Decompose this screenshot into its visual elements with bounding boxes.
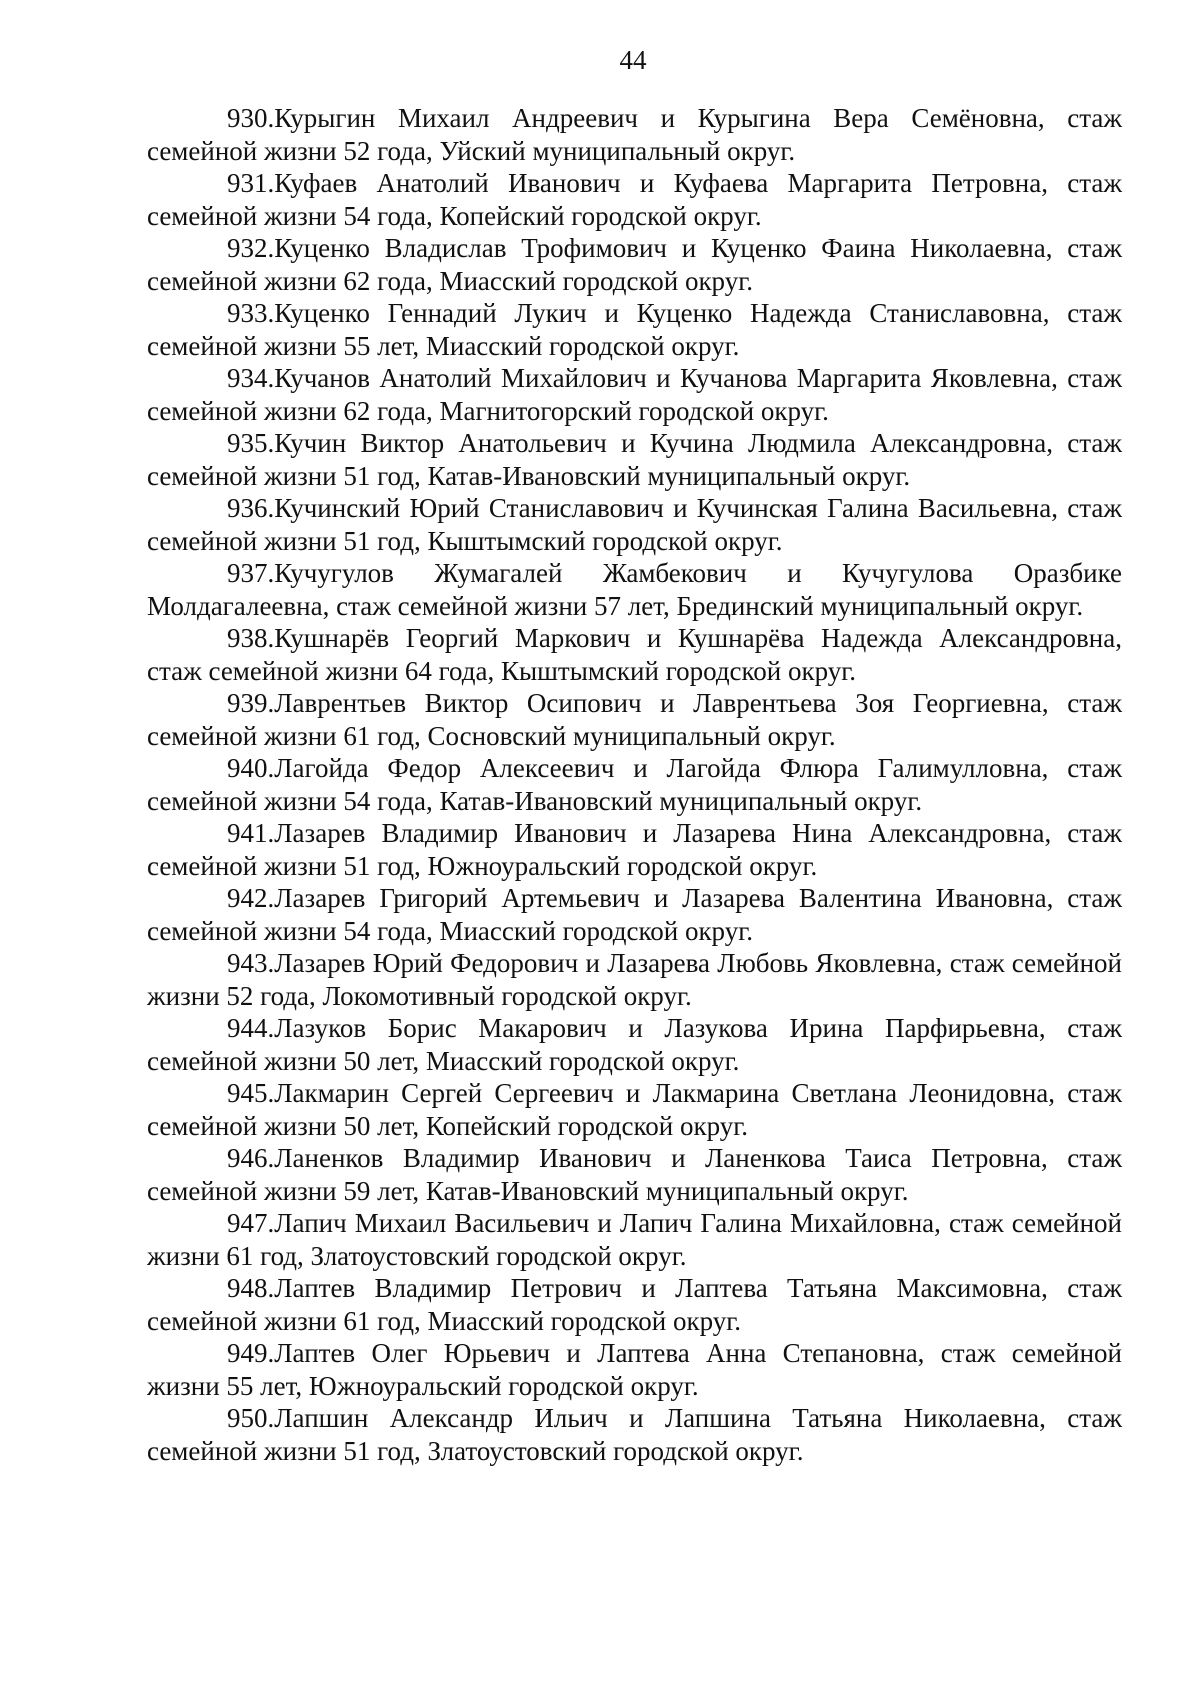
entry-text: Лазарев Владимир Иванович и Лазарева Нина Александровна, стаж семейной жизни 51 год, Южноуральский городской округ.	[147, 818, 1122, 881]
entry-text: Лакмарин Сергей Сергеевич и Лакмарина Светлана Леонидовна, стаж семейной жизни 50 лет, Копейский городской округ.	[147, 1078, 1122, 1141]
entry-number: 944.	[227, 1013, 275, 1043]
list-item	[147, 752, 1122, 817]
entry-number: 941.	[227, 818, 275, 848]
list-item	[147, 102, 1122, 167]
list-item	[147, 1077, 1122, 1142]
list-item	[147, 297, 1122, 362]
entry-text: Кучинский Юрий Станиславович и Кучинская Галина Васильевна, стаж семейной жизни 51 год, Кыштымский городской округ.	[147, 493, 1122, 556]
entry-number: 940.	[227, 753, 275, 783]
entry-text: Курыгин Михаил Андреевич и Курыгина Вера Семёновна, стаж семейной жизни 52 года, Уйский муниципальный округ.	[147, 103, 1122, 166]
list-item	[147, 167, 1122, 232]
list-item	[147, 1207, 1122, 1272]
entry-number: 937.	[227, 558, 275, 588]
entry-text: Лаптев Владимир Петрович и Лаптева Татьяна Максимовна, стаж семейной жизни 61 год, Миасский городской округ.	[147, 1273, 1122, 1336]
list-item	[147, 947, 1122, 1012]
entry-text: Лаптев Олег Юрьевич и Лаптева Анна Степановна, стаж семейной жизни 55 лет, Южноуральский городской округ.	[147, 1338, 1122, 1401]
list-item	[147, 622, 1122, 687]
entry-text: Куфаев Анатолий Иванович и Куфаева Маргарита Петровна, стаж семейной жизни 54 года, Копейский городской округ.	[147, 168, 1122, 231]
entry-text: Кучанов Анатолий Михайлович и Кучанова Маргарита Яковлевна, стаж семейной жизни 62 года, Магнитогорский городской округ.	[147, 363, 1122, 426]
list-item	[147, 817, 1122, 882]
entry-text: Куценко Геннадий Лукич и Куценко Надежда Станиславовна, стаж семейной жизни 55 лет, Миасский городской округ.	[147, 298, 1122, 361]
entry-text: Лаврентьев Виктор Осипович и Лаврентьева Зоя Георгиевна, стаж семейной жизни 61 год, Сосновский муниципальный округ.	[147, 688, 1122, 751]
entry-number: 938.	[227, 623, 275, 653]
page-number: 44	[619, 45, 647, 75]
entry-number: 931.	[227, 168, 275, 198]
list-item	[147, 557, 1122, 622]
entry-number: 930.	[227, 103, 275, 133]
list-item	[147, 1012, 1122, 1077]
entry-text: Кушнарёв Георгий Маркович и Кушнарёва Надежда Александровна, стаж семейной жизни 64 года, Кыштымский городской округ.	[147, 623, 1122, 686]
list-item	[147, 882, 1122, 947]
entry-text: Куценко Владислав Трофимович и Куценко Фаина Николаевна, стаж семейной жизни 62 года, Миасский городской округ.	[147, 233, 1122, 296]
entry-number: 949.	[227, 1338, 275, 1368]
entry-number: 936.	[227, 493, 275, 523]
entry-number: 950.	[227, 1403, 275, 1433]
entry-text: Лазарев Григорий Артемьевич и Лазарева Валентина Ивановна, стаж семейной жизни 54 года, Миасский городской округ.	[147, 883, 1122, 946]
entry-number: 943.	[227, 948, 275, 978]
list-item	[147, 427, 1122, 492]
entry-text: Ланенков Владимир Иванович и Ланенкова Таиса Петровна, стаж семейной жизни 59 лет, Катав-Ивановский муниципальный округ.	[147, 1143, 1122, 1206]
entry-text: Лагойда Федор Алексеевич и Лагойда Флюра Галимулловна, стаж семейной жизни 54 года, Катав-Ивановский муниципальный округ.	[147, 753, 1122, 816]
entry-number: 946.	[227, 1143, 275, 1173]
entry-text: Кучугулов Жумагалей Жамбекович и Кучугулова Оразбике Молдагалеевна, стаж семейной жизни 57 лет, Брединский муниципальный округ.	[147, 558, 1122, 621]
entry-number: 947.	[227, 1208, 275, 1238]
entry-text: Лапич Михаил Васильевич и Лапич Галина Михайловна, стаж семейной жизни 61 год, Златоустовский городской округ.	[147, 1208, 1122, 1271]
entry-number: 933.	[227, 298, 275, 328]
entry-number: 932.	[227, 233, 275, 263]
entry-number: 935.	[227, 428, 275, 458]
entry-text: Лапшин Александр Ильич и Лапшина Татьяна Николаевна, стаж семейной жизни 51 год, Златоустовский городской округ.	[147, 1403, 1122, 1466]
list-item	[147, 1337, 1122, 1402]
list-item	[147, 1402, 1122, 1467]
list-item	[147, 1142, 1122, 1207]
entry-text: Кучин Виктор Анатольевич и Кучина Людмила Александровна, стаж семейной жизни 51 год, Катав-Ивановский муниципальный округ.	[147, 428, 1122, 491]
entry-number: 934.	[227, 363, 275, 393]
entry-number: 939.	[227, 688, 275, 718]
list-item	[147, 1272, 1122, 1337]
entry-number: 948.	[227, 1273, 275, 1303]
list-item	[147, 362, 1122, 427]
list-item	[147, 687, 1122, 752]
list-item	[147, 232, 1122, 297]
entry-text: Лазарев Юрий Федорович и Лазарева Любовь Яковлевна, стаж семейной жизни 52 года, Локомотивный городской округ.	[147, 948, 1122, 1011]
entry-number: 942.	[227, 883, 275, 913]
entry-text: Лазуков Борис Макарович и Лазукова Ирина Парфирьевна, стаж семейной жизни 50 лет, Миасский городской округ.	[147, 1013, 1122, 1076]
list-item	[147, 492, 1122, 557]
entry-list	[147, 102, 1122, 1467]
entry-number: 945.	[227, 1078, 275, 1108]
